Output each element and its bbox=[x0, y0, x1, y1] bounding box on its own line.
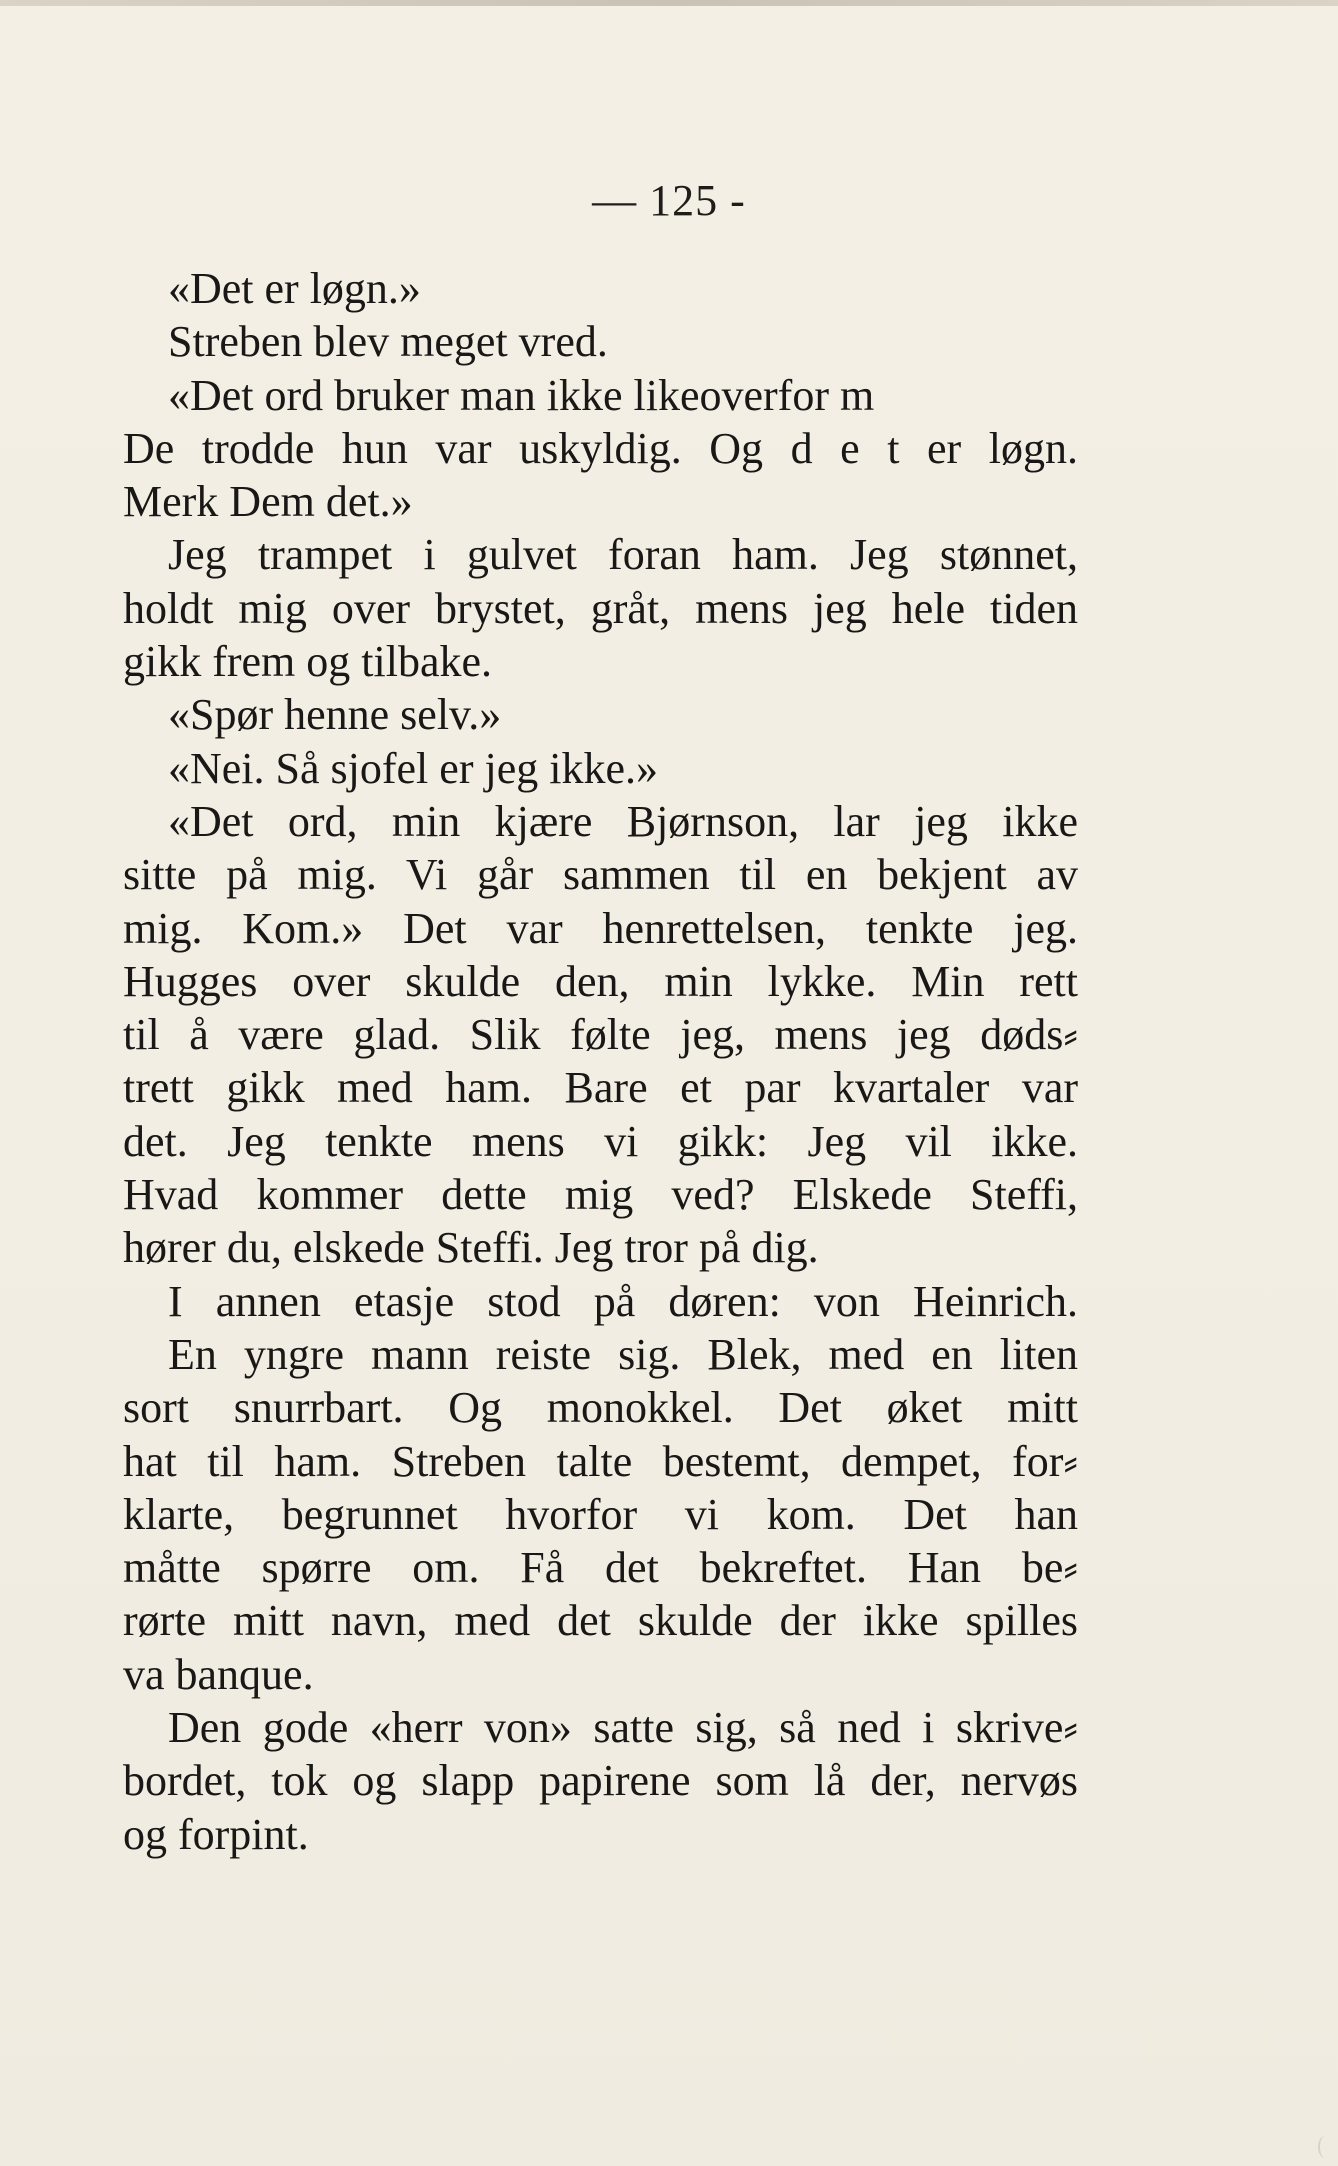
page-corner-mark bbox=[1318, 2136, 1332, 2158]
text-line: En yngre mann reiste sig. Blek, med en liten bbox=[168, 1329, 1078, 1379]
text-line: I annen etasje stod på døren: von Heinrich. bbox=[168, 1276, 1078, 1326]
text-line: «Nei. Så sjofel er jeg ikke.» bbox=[168, 743, 658, 793]
text-line: «Det ord, min kjære Bjørnson, lar jeg ikke bbox=[168, 796, 1078, 846]
body-text bbox=[123, 262, 1078, 1861]
text-line: «Det ord bruker man ikke likeoverfor m bbox=[168, 370, 875, 420]
text-line: trett gikk med ham. Bare et par kvartaler var bbox=[123, 1063, 1078, 1113]
text-line: klarte, begrunnet hvorfor vi kom. Det han bbox=[123, 1489, 1078, 1539]
text-line: måtte spørre om. Få det bekreftet. Han be⸗ bbox=[123, 1543, 1078, 1593]
text-line: og forpint. bbox=[123, 1809, 309, 1859]
text-line: «Det er løgn.» bbox=[168, 264, 421, 313]
text-line: holdt mig over brystet, gråt, mens jeg hele tiden bbox=[123, 583, 1078, 633]
text-line: mig. Kom.» Det var henrettelsen, tenkte jeg. bbox=[123, 903, 1078, 953]
text-line: til å være glad. Slik følte jeg, mens jeg døds⸗ bbox=[123, 1010, 1078, 1060]
text-line: Den gode «herr von» satte sig, så ned i skrive⸗ bbox=[168, 1703, 1078, 1753]
text-line: sort snurrbart. Og monokkel. Det øket mitt bbox=[123, 1383, 1078, 1433]
page-number: — 125 - bbox=[592, 176, 746, 225]
text-line: Hugges over skulde den, min lykke. Min rett bbox=[123, 956, 1078, 1006]
text-line: Hvad kommer dette mig ved? Elskede Steffi, bbox=[123, 1170, 1078, 1220]
text-line: De trodde hun var uskyldig. Og d e t er løgn. bbox=[123, 423, 1078, 473]
text-line: Jeg trampet i gulvet foran ham. Jeg stønnet, bbox=[168, 530, 1078, 580]
text-line: Streben blev meget vred. bbox=[168, 317, 608, 367]
text-line: hører du, elskede Steffi. Jeg tror på dig. bbox=[123, 1223, 819, 1273]
text-line: gikk frem og tilbake. bbox=[123, 637, 493, 687]
text-line: rørte mitt navn, med det skulde der ikke spilles bbox=[123, 1596, 1078, 1646]
text-line: bordet, tok og slapp papirene som lå der, nervøs bbox=[123, 1756, 1078, 1806]
text-line: hat til ham. Streben talte bestemt, dempet, for⸗ bbox=[123, 1436, 1078, 1486]
text-line: Merk Dem det.» bbox=[123, 477, 413, 527]
text-line: det. Jeg tenkte mens vi gikk: Jeg vil ikke. bbox=[123, 1116, 1078, 1166]
text-line: va banque. bbox=[123, 1649, 314, 1699]
page-top-edge bbox=[0, 0, 1338, 6]
text-line: sitte på mig. Vi går sammen til en bekjent av bbox=[123, 850, 1078, 900]
text-line: «Spør henne selv.» bbox=[168, 690, 502, 740]
